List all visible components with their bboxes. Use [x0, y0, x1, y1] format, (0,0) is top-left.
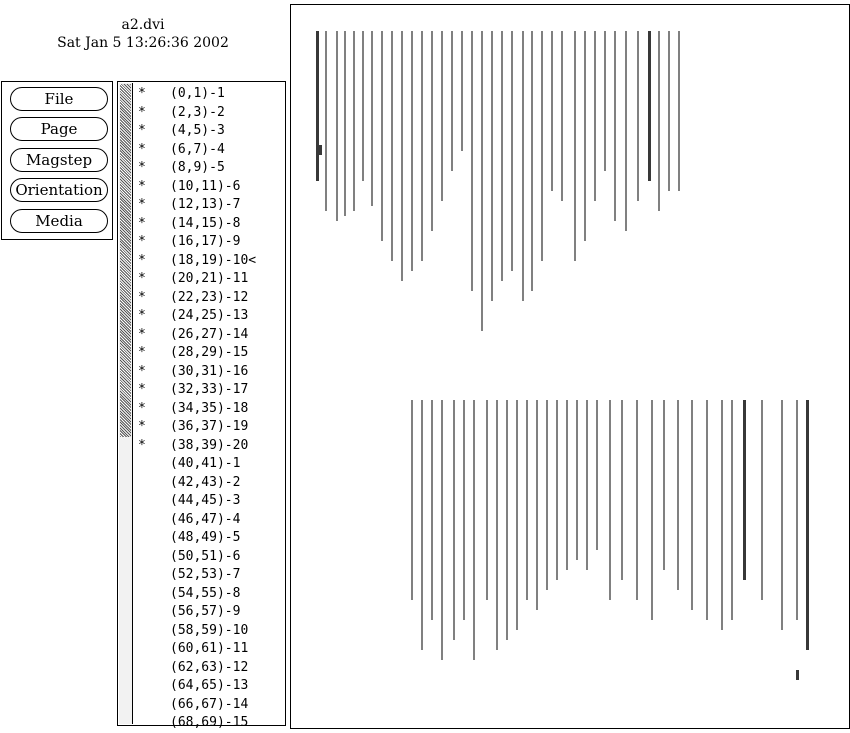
page-text-line — [691, 400, 693, 610]
orientation-button[interactable]: Orientation — [10, 178, 108, 202]
page-label: (44,45)-3 — [170, 493, 241, 508]
page-text-line — [706, 400, 708, 620]
page-text-line — [604, 31, 606, 171]
page-text-line — [481, 31, 483, 331]
page-label: (16,17)-9 — [170, 234, 241, 249]
page-list-item[interactable] — [136, 677, 286, 696]
page-text-line — [526, 400, 528, 600]
page-list-item[interactable] — [136, 307, 286, 326]
page-label: (50,51)-6 — [170, 548, 241, 564]
page-text-line — [421, 400, 423, 650]
page-list-item[interactable] — [136, 270, 286, 289]
page-text-line — [668, 31, 670, 191]
page-text-line — [546, 400, 548, 590]
page-button[interactable]: Page — [10, 117, 108, 141]
page-text-line — [531, 31, 533, 291]
page-text-line — [353, 31, 355, 211]
page-text-line — [677, 400, 679, 590]
page-list-item[interactable] — [136, 696, 286, 715]
page-list-item[interactable] — [136, 437, 286, 456]
page-text-line — [556, 400, 558, 580]
page-text-line — [614, 31, 616, 221]
page-text-line — [461, 31, 463, 151]
page-label: (10,11)-6 — [170, 178, 241, 194]
page-label: (24,25)-13 — [170, 308, 249, 323]
page-text-line — [541, 31, 543, 261]
page-text-line — [441, 31, 443, 201]
page-text-line — [431, 31, 433, 231]
page-list-item[interactable] — [136, 714, 286, 733]
page-text-line — [463, 400, 465, 620]
scrollbar-thumb[interactable] — [120, 84, 131, 437]
page-label: (18,19)-10< — [170, 252, 257, 268]
page-list-items — [136, 85, 286, 733]
page-label: (12,13)-7 — [170, 197, 241, 212]
page-label: (54,55)-8 — [170, 585, 241, 601]
page-list-item[interactable] — [136, 326, 286, 345]
page-text-line — [411, 31, 413, 271]
page-label: (2,3)-2 — [170, 104, 225, 120]
page-text-line — [522, 31, 524, 301]
page-list-item[interactable] — [136, 492, 286, 511]
page-text-line — [806, 400, 809, 650]
page-text-line — [551, 31, 553, 191]
page-list-item[interactable] — [136, 215, 286, 234]
page-text-line — [316, 31, 319, 181]
page-text-line — [473, 400, 475, 660]
marked-indicator: * — [138, 326, 146, 342]
page-text-line — [743, 400, 746, 580]
marked-indicator: * — [138, 160, 146, 175]
page-list-item[interactable] — [136, 381, 286, 400]
page-text-line — [625, 31, 627, 231]
page-text-line — [648, 31, 651, 181]
document-filename: a2.dvi — [121, 17, 165, 33]
page-label: (66,67)-14 — [170, 696, 249, 712]
marked-indicator: * — [138, 104, 146, 120]
marked-indicator: * — [138, 382, 146, 397]
page-text-line — [663, 400, 665, 570]
page-label: (14,15)-8 — [170, 215, 241, 231]
marked-indicator: * — [138, 252, 146, 268]
page-list-item[interactable] — [136, 529, 286, 548]
page-text-line — [371, 31, 373, 206]
page-list-item[interactable] — [136, 622, 286, 641]
page-list-item[interactable] — [136, 344, 286, 363]
page-text-line — [391, 31, 393, 261]
page-text-line — [516, 400, 518, 630]
marked-indicator: * — [138, 197, 146, 212]
page-text-line — [325, 31, 327, 211]
page-label: (64,65)-13 — [170, 678, 249, 693]
page-label: (42,43)-2 — [170, 474, 241, 490]
page-text-line — [761, 400, 763, 600]
marked-indicator: * — [138, 215, 146, 231]
page-text-line — [651, 400, 653, 620]
page-label: (8,9)-5 — [170, 160, 225, 175]
page-text-line — [362, 31, 364, 181]
page-label: (22,23)-12 — [170, 289, 249, 305]
page-label: (26,27)-14 — [170, 326, 249, 342]
page-text-line — [561, 31, 563, 201]
page-label: (28,29)-15 — [170, 345, 249, 360]
page-text-line — [574, 31, 576, 261]
page-list-item[interactable] — [136, 474, 286, 493]
page-text-line — [411, 400, 413, 600]
page-list-item[interactable] — [136, 196, 286, 215]
page-text-line — [637, 31, 639, 201]
page-list-item[interactable] — [136, 363, 286, 382]
page-list-item[interactable] — [136, 104, 286, 123]
page-list-item[interactable] — [136, 455, 286, 474]
page-label: (20,21)-11 — [170, 271, 249, 286]
page-list-item[interactable] — [136, 252, 286, 271]
page-text-line — [721, 400, 723, 630]
page-label: (30,31)-16 — [170, 363, 249, 379]
page-text-line — [319, 145, 322, 155]
page-text-line — [421, 31, 423, 261]
marked-indicator: * — [138, 123, 146, 138]
marked-indicator: * — [138, 308, 146, 323]
page-label: (62,63)-12 — [170, 659, 249, 675]
page-text-line — [609, 400, 611, 600]
page-label: (6,7)-4 — [170, 141, 225, 157]
page-text-line — [401, 31, 403, 281]
page-text-line — [731, 400, 733, 620]
page-label: (58,59)-10 — [170, 622, 249, 638]
page-list-item[interactable] — [136, 233, 286, 252]
page-text-line — [471, 31, 473, 291]
marked-indicator: * — [138, 141, 146, 157]
page-text-line — [344, 31, 346, 216]
marked-indicator: * — [138, 419, 146, 434]
page-text-line — [511, 31, 513, 271]
page-text-line — [596, 400, 598, 550]
page-text-line — [636, 400, 638, 600]
sidebar — [0, 0, 286, 729]
page-label: (60,61)-11 — [170, 641, 249, 656]
page-list-item[interactable] — [136, 659, 286, 678]
page-text-line — [536, 400, 538, 610]
page-list-item[interactable] — [136, 640, 286, 659]
page-label: (40,41)-1 — [170, 456, 241, 471]
page-text-line — [491, 31, 493, 301]
dvi-page-view[interactable] — [290, 4, 850, 729]
page-text-line — [796, 670, 799, 680]
page-text-line — [781, 400, 783, 630]
page-text-line — [506, 400, 508, 640]
magstep-button[interactable]: Magstep — [10, 148, 108, 172]
page-list-item[interactable] — [136, 289, 286, 308]
media-button[interactable]: Media — [10, 209, 108, 233]
page-text-line — [796, 400, 798, 620]
marked-indicator: * — [138, 234, 146, 249]
page-text-line — [336, 31, 338, 221]
marked-indicator: * — [138, 437, 146, 453]
page-list-item[interactable] — [136, 178, 286, 197]
page-list-item[interactable] — [136, 511, 286, 530]
page-list-item[interactable] — [136, 85, 286, 104]
page-list-item[interactable] — [136, 400, 286, 419]
page-list-item[interactable] — [136, 141, 286, 160]
page-label: (32,33)-17 — [170, 382, 249, 397]
page-label: (36,37)-19 — [170, 419, 249, 434]
page-list-item[interactable] — [136, 585, 286, 604]
marked-indicator: * — [138, 400, 146, 416]
page-list-item[interactable] — [136, 159, 286, 178]
page-list-item[interactable] — [136, 122, 286, 141]
page-text-line — [441, 400, 443, 660]
marked-indicator: * — [138, 271, 146, 286]
marked-indicator: * — [138, 363, 146, 379]
page-text-line — [584, 31, 586, 241]
page-list-scrollbar[interactable] — [119, 83, 133, 724]
page-label: (48,49)-5 — [170, 530, 241, 545]
marked-indicator: * — [138, 289, 146, 305]
document-datetime: Sat Jan 5 13:26:36 2002 — [57, 35, 229, 51]
marked-indicator: * — [138, 86, 146, 101]
page-label: (68,69)-15 — [170, 715, 249, 730]
button-panel — [1, 81, 113, 240]
page-label: (56,57)-9 — [170, 604, 241, 619]
page-text-line — [486, 400, 488, 600]
page-text-line — [678, 31, 680, 191]
page-text-line — [586, 400, 588, 570]
page-text-line — [451, 31, 453, 171]
page-list-item[interactable] — [136, 418, 286, 437]
page-label: (34,35)-18 — [170, 400, 249, 416]
page-text-line — [501, 31, 503, 281]
marked-indicator: * — [138, 178, 146, 194]
page-label: (4,5)-3 — [170, 123, 225, 138]
page-label: (0,1)-1 — [170, 86, 225, 101]
page-list-item[interactable] — [136, 603, 286, 622]
page-text-line — [594, 31, 596, 201]
page-text-line — [621, 400, 623, 580]
page-text-line — [576, 400, 578, 560]
page-label: (38,39)-20 — [170, 437, 249, 453]
page-label: (46,47)-4 — [170, 511, 241, 527]
page-text-line — [566, 400, 568, 570]
page-text-line — [381, 31, 383, 241]
page-list-item[interactable] — [136, 548, 286, 567]
page-list-item[interactable] — [136, 566, 286, 585]
page-label: (52,53)-7 — [170, 567, 241, 582]
page-text-line — [453, 400, 455, 640]
page-text-line — [431, 400, 433, 620]
page-list[interactable] — [117, 81, 286, 730]
page-text-line — [658, 31, 660, 211]
page-text-line — [496, 400, 498, 650]
file-button[interactable]: File — [10, 87, 108, 111]
marked-indicator: * — [138, 345, 146, 360]
